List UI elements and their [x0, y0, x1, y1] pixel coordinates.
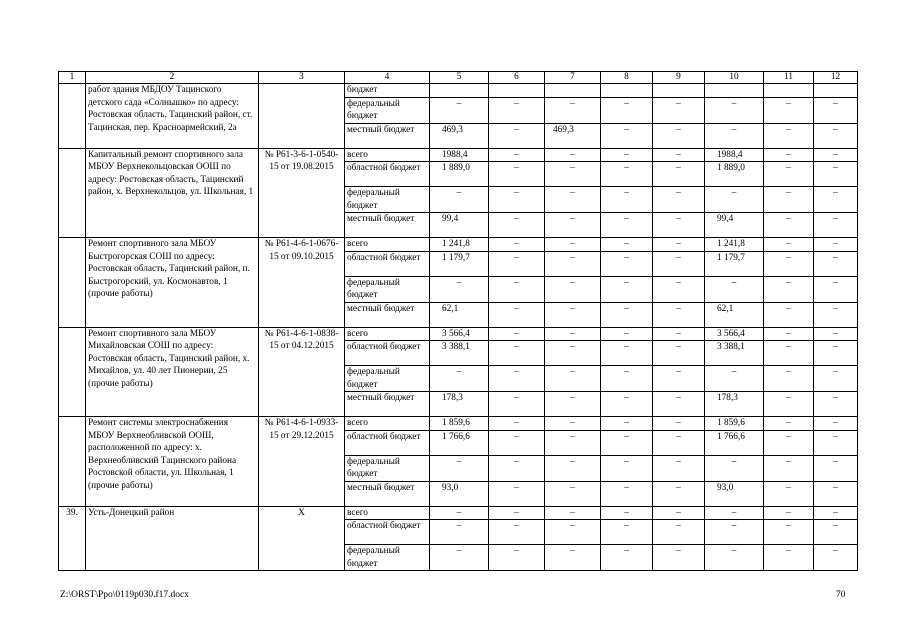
document-reference: № Р61-4-6-1-0838-15 от 04.12.2015 [259, 327, 345, 417]
document-reference: № Р61-3-6-1-0540-15 от 19.08.2015 [259, 148, 345, 238]
value-cell: – [814, 430, 858, 455]
value-cell: – [764, 148, 814, 162]
value-cell: 178,3 [430, 392, 489, 417]
value-cell: – [601, 430, 653, 455]
value-cell: – [601, 520, 653, 545]
value-cell: – [705, 455, 764, 481]
value-cell: – [601, 162, 653, 187]
header-row [59, 72, 858, 84]
value-cell: – [764, 327, 814, 341]
value-cell: – [814, 341, 858, 366]
value-cell: – [653, 455, 705, 481]
table-row [59, 327, 858, 341]
value-cell: – [764, 187, 814, 213]
funding-source: федеральный бюджет [345, 187, 430, 213]
value-cell: – [814, 506, 858, 520]
funding-source: федеральный бюджет [345, 545, 430, 571]
value-cell: – [705, 366, 764, 392]
value-cell: – [814, 213, 858, 238]
table-row [59, 84, 858, 98]
value-cell: – [489, 97, 545, 123]
value-cell: – [653, 417, 705, 431]
value-cell: – [545, 392, 601, 417]
value-cell: 178,3 [705, 392, 764, 417]
value-cell: 469,3 [430, 123, 489, 148]
value-cell: – [814, 238, 858, 252]
value-cell: – [430, 506, 489, 520]
value-cell: – [814, 123, 858, 148]
value-cell: 3 566,4 [430, 327, 489, 341]
funding-source: местный бюджет [345, 213, 430, 238]
value-cell: – [705, 520, 764, 545]
value-cell: – [601, 506, 653, 520]
value-cell: – [545, 148, 601, 162]
funding-source: местный бюджет [345, 481, 430, 506]
value-cell: – [545, 213, 601, 238]
value-cell: – [601, 238, 653, 252]
value-cell: – [430, 455, 489, 481]
value-cell: – [814, 148, 858, 162]
value-cell: – [430, 187, 489, 213]
row-number [59, 84, 86, 149]
value-cell [705, 84, 764, 98]
table-row [59, 417, 858, 431]
funding-source: всего [345, 506, 430, 520]
row-number [59, 417, 86, 507]
value-cell: – [489, 276, 545, 302]
value-cell: – [545, 366, 601, 392]
value-cell: 1 766,6 [430, 430, 489, 455]
value-cell: – [764, 213, 814, 238]
value-cell: – [814, 97, 858, 123]
column-header: 12 [814, 72, 858, 84]
object-name: Ремонт спортивного зала МБОУ Михайловская СОШ по адресу: Ростовская область, Тацинский район, х. Михайлов, ул. 40 лет Пионерии, 25 (прочие работы) [86, 327, 259, 417]
value-cell: – [489, 341, 545, 366]
value-cell: – [764, 455, 814, 481]
value-cell: – [601, 327, 653, 341]
funding-source: бюджет [345, 84, 430, 98]
column-header: 11 [764, 72, 814, 84]
value-cell: – [764, 506, 814, 520]
value-cell: – [814, 392, 858, 417]
value-cell: 1 179,7 [705, 251, 764, 276]
value-cell [489, 84, 545, 98]
object-name: Капитальный ремонт спортивного зала МБОУ Верхнекольцовская ООШ по адресу: Ростовская область, Тацинский район, х. Верхнекольцов, ул. Школьная, 1 [86, 148, 259, 238]
value-cell: – [814, 455, 858, 481]
row-number [59, 327, 86, 417]
value-cell: – [545, 238, 601, 252]
value-cell: – [764, 238, 814, 252]
funding-source: федеральный бюджет [345, 276, 430, 302]
value-cell: 1 179,7 [430, 251, 489, 276]
value-cell: – [705, 97, 764, 123]
value-cell: – [601, 302, 653, 327]
value-cell: – [601, 455, 653, 481]
value-cell: 469,3 [545, 123, 601, 148]
value-cell [601, 84, 653, 98]
value-cell: – [430, 97, 489, 123]
value-cell: – [430, 366, 489, 392]
value-cell: – [814, 187, 858, 213]
value-cell: – [489, 545, 545, 571]
funding-source: всего [345, 238, 430, 252]
value-cell: 3 388,1 [430, 341, 489, 366]
value-cell: – [545, 520, 601, 545]
row-number: 39. [59, 506, 86, 571]
footer-file-path: Z:\ORST\Ppo\0119p030.f17.docx [60, 590, 189, 600]
value-cell: – [601, 251, 653, 276]
page-number: 70 [836, 590, 846, 600]
funding-source: всего [345, 148, 430, 162]
value-cell: 1 766,6 [705, 430, 764, 455]
value-cell: – [653, 430, 705, 455]
value-cell: – [653, 545, 705, 571]
value-cell: – [489, 430, 545, 455]
value-cell: – [601, 148, 653, 162]
value-cell: 1988,4 [430, 148, 489, 162]
value-cell: – [545, 187, 601, 213]
value-cell: – [764, 520, 814, 545]
value-cell: – [653, 97, 705, 123]
value-cell: – [601, 545, 653, 571]
row-number [59, 238, 86, 328]
column-header: 9 [653, 72, 705, 84]
column-header: 10 [705, 72, 764, 84]
value-cell: – [545, 302, 601, 327]
value-cell: – [489, 302, 545, 327]
value-cell: – [764, 97, 814, 123]
table-body [59, 72, 858, 571]
value-cell: – [489, 417, 545, 431]
value-cell: – [814, 481, 858, 506]
value-cell: 93,0 [705, 481, 764, 506]
value-cell [814, 84, 858, 98]
value-cell: – [545, 481, 601, 506]
value-cell: – [814, 276, 858, 302]
funding-source: областной бюджет [345, 162, 430, 187]
value-cell: 1 859,6 [705, 417, 764, 431]
value-cell: – [489, 213, 545, 238]
value-cell: – [814, 162, 858, 187]
value-cell: – [705, 187, 764, 213]
value-cell: – [705, 506, 764, 520]
value-cell: 3 566,4 [705, 327, 764, 341]
value-cell: – [489, 455, 545, 481]
value-cell: 62,1 [430, 302, 489, 327]
table-row [59, 506, 858, 520]
value-cell: – [545, 417, 601, 431]
value-cell: – [601, 276, 653, 302]
document-reference [259, 84, 345, 149]
document-reference: № Р61-4-6-1-0933-15 от 29.12.2015 [259, 417, 345, 507]
value-cell: – [601, 341, 653, 366]
column-header: 7 [545, 72, 601, 84]
value-cell: 99,4 [705, 213, 764, 238]
data-table-container [58, 71, 857, 571]
funding-source: областной бюджет [345, 430, 430, 455]
value-cell: – [653, 520, 705, 545]
value-cell: 1988,4 [705, 148, 764, 162]
value-cell: – [814, 251, 858, 276]
value-cell: – [653, 341, 705, 366]
value-cell: – [653, 123, 705, 148]
value-cell: – [653, 162, 705, 187]
value-cell: – [601, 123, 653, 148]
value-cell: – [814, 327, 858, 341]
value-cell: – [489, 148, 545, 162]
value-cell: – [489, 251, 545, 276]
value-cell: – [764, 276, 814, 302]
value-cell: – [653, 506, 705, 520]
value-cell: – [653, 302, 705, 327]
value-cell: – [601, 97, 653, 123]
value-cell [764, 84, 814, 98]
value-cell [545, 84, 601, 98]
table-row [59, 238, 858, 252]
value-cell: – [705, 545, 764, 571]
value-cell: – [764, 341, 814, 366]
value-cell: – [653, 481, 705, 506]
value-cell: – [764, 392, 814, 417]
funding-source: областной бюджет [345, 251, 430, 276]
value-cell: – [653, 366, 705, 392]
value-cell: – [814, 302, 858, 327]
value-cell: – [545, 545, 601, 571]
column-header: 4 [345, 72, 430, 84]
column-header: 3 [259, 72, 345, 84]
value-cell: – [653, 327, 705, 341]
value-cell: – [489, 187, 545, 213]
funding-source: областной бюджет [345, 520, 430, 545]
value-cell: – [705, 276, 764, 302]
object-name: работ здания МБДОУ Тацинского детского сада «Солнышко» по адресу: Ростовская область, Тацинский район, ст. Тацинская, пер. Красноармейский, 2а [86, 84, 259, 149]
column-header: 1 [59, 72, 86, 84]
value-cell: – [653, 238, 705, 252]
funding-source: областной бюджет [345, 341, 430, 366]
budget-table [58, 71, 858, 571]
value-cell: – [601, 417, 653, 431]
value-cell: – [653, 148, 705, 162]
value-cell: 99,4 [430, 213, 489, 238]
value-cell: – [601, 366, 653, 392]
table-row [59, 148, 858, 162]
value-cell: – [653, 187, 705, 213]
column-header: 5 [430, 72, 489, 84]
value-cell: 3 388,1 [705, 341, 764, 366]
funding-source: федеральный бюджет [345, 366, 430, 392]
value-cell: – [764, 417, 814, 431]
value-cell: – [489, 123, 545, 148]
value-cell: – [489, 506, 545, 520]
value-cell: 1 889,0 [430, 162, 489, 187]
value-cell: – [489, 481, 545, 506]
value-cell: – [814, 417, 858, 431]
value-cell: – [764, 545, 814, 571]
value-cell: – [601, 392, 653, 417]
object-name: Ремонт спортивного зала МБОУ Быстрогорская СОШ по адресу: Ростовская область, Тацинский район, п. Быстрогорский, ул. Космонавтов, 1 (прочие работы) [86, 238, 259, 328]
value-cell: – [653, 392, 705, 417]
value-cell: – [545, 506, 601, 520]
value-cell: – [545, 276, 601, 302]
value-cell: – [764, 123, 814, 148]
column-header: 8 [601, 72, 653, 84]
funding-source: федеральный бюджет [345, 97, 430, 123]
value-cell: 1 889,0 [705, 162, 764, 187]
value-cell: – [764, 302, 814, 327]
value-cell: – [601, 481, 653, 506]
object-name: Усть-Донецкий район [86, 506, 259, 571]
value-cell: 1 241,8 [430, 238, 489, 252]
value-cell: – [545, 430, 601, 455]
document-reference: № Р61-4-6-1-0676-15 от 09.10.2015 [259, 238, 345, 328]
value-cell: – [764, 366, 814, 392]
value-cell: – [489, 392, 545, 417]
value-cell: – [489, 327, 545, 341]
value-cell: – [489, 366, 545, 392]
value-cell: – [814, 520, 858, 545]
value-cell [653, 84, 705, 98]
value-cell: – [430, 276, 489, 302]
value-cell: – [653, 276, 705, 302]
value-cell: – [601, 213, 653, 238]
funding-source: местный бюджет [345, 123, 430, 148]
value-cell: – [545, 327, 601, 341]
column-header: 6 [489, 72, 545, 84]
value-cell: 1 859,6 [430, 417, 489, 431]
value-cell: – [545, 162, 601, 187]
object-name: Ремонт системы электроснабжения МБОУ Верхнеобливской ООШ, расположенной по адресу: х. Верхнеобливский Тацинского района Ростовской области, ул. Школьная, 1 (прочие работы) [86, 417, 259, 507]
value-cell: – [764, 251, 814, 276]
funding-source: всего [345, 417, 430, 431]
value-cell: – [545, 341, 601, 366]
funding-source: местный бюджет [345, 302, 430, 327]
value-cell: – [653, 213, 705, 238]
value-cell: – [489, 520, 545, 545]
value-cell: – [814, 545, 858, 571]
value-cell: 1 241,8 [705, 238, 764, 252]
value-cell: – [430, 520, 489, 545]
document-reference: Х [259, 506, 345, 571]
value-cell: – [489, 238, 545, 252]
value-cell: – [814, 366, 858, 392]
funding-source: местный бюджет [345, 392, 430, 417]
value-cell: – [545, 251, 601, 276]
value-cell: – [705, 123, 764, 148]
value-cell: – [601, 187, 653, 213]
row-number [59, 148, 86, 238]
value-cell: – [764, 481, 814, 506]
value-cell: – [764, 430, 814, 455]
value-cell: – [764, 162, 814, 187]
value-cell: – [430, 545, 489, 571]
value-cell: – [545, 455, 601, 481]
value-cell [430, 84, 489, 98]
funding-source: всего [345, 327, 430, 341]
value-cell: – [489, 162, 545, 187]
funding-source: федеральный бюджет [345, 455, 430, 481]
value-cell: 93,0 [430, 481, 489, 506]
column-header: 2 [86, 72, 259, 84]
value-cell: 62,1 [705, 302, 764, 327]
value-cell: – [653, 251, 705, 276]
value-cell: – [545, 97, 601, 123]
